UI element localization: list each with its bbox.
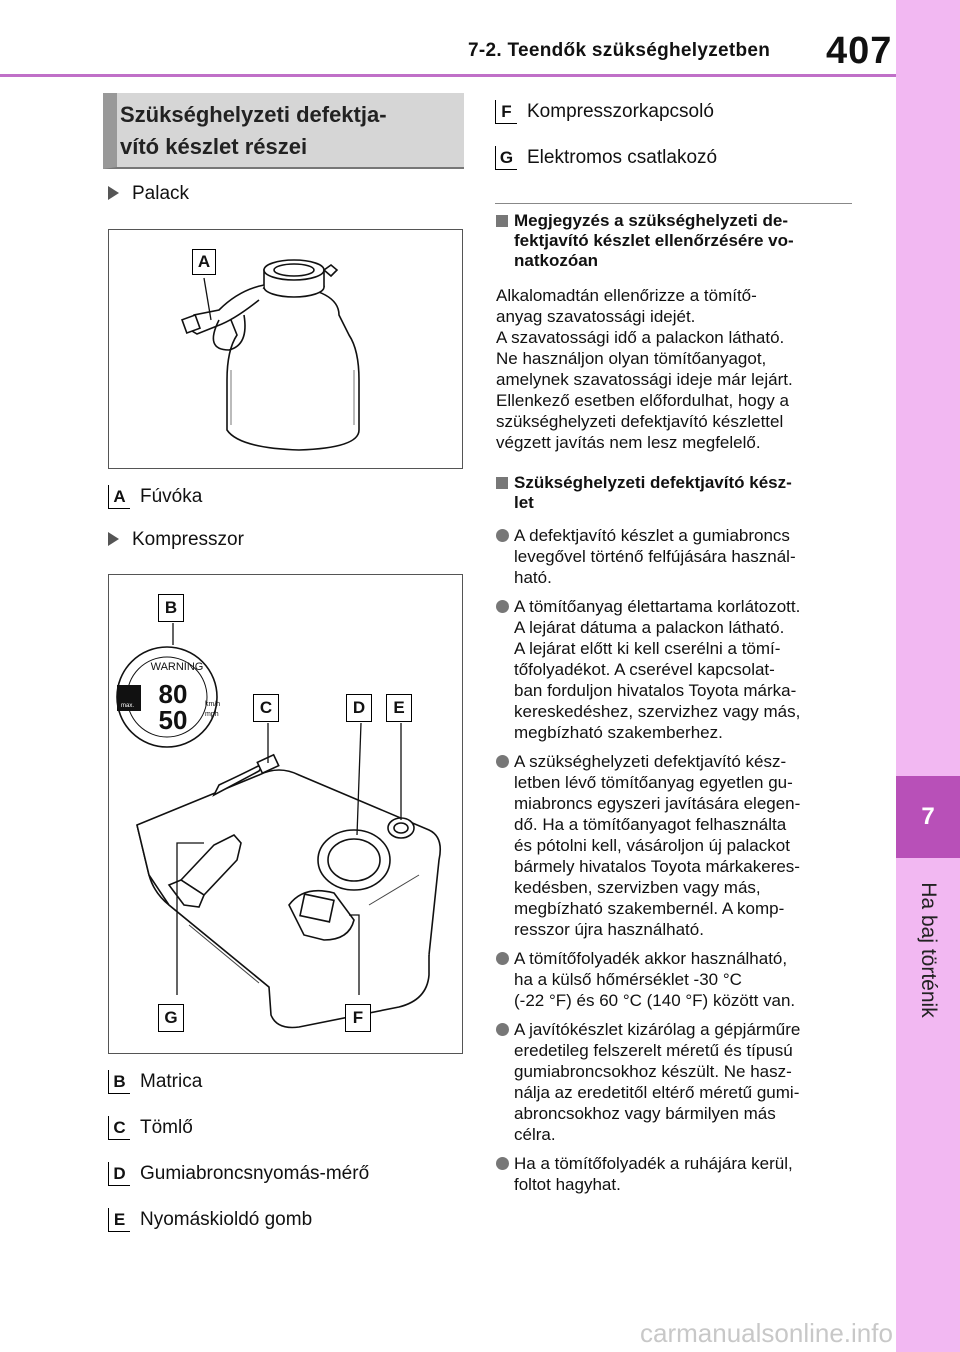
part-label-a [108, 485, 130, 509]
bottle-heading: Palack [132, 183, 190, 204]
note-line: végzett javítás nem lesz megfelelő. [496, 433, 761, 452]
warning-sticker [117, 647, 220, 747]
part-letter: B [113, 1071, 126, 1091]
bullet-line: kereskedéshez, szervizhez vagy más, [514, 702, 801, 721]
part-text-d: Gumiabroncsnyomás-mérő [140, 1163, 370, 1184]
chapter-title-text: Ha baj történik [917, 882, 940, 1018]
sticker-speed-2: 50 [158, 705, 188, 735]
part-text-b: Matrica [140, 1071, 203, 1092]
note-title-line: Megjegyzés a szükséghelyzeti de- [514, 211, 788, 230]
bullet-line: kedésben, szervizben vagy más, [514, 878, 761, 897]
round-bullet-icon [496, 755, 509, 768]
bullet-line: dő. Ha a tömítőanyagot felhasználta [514, 815, 787, 834]
bullet-text [514, 751, 860, 940]
chapter-number: 7 [921, 803, 935, 830]
part-text-a: Fúvóka [140, 486, 203, 507]
bullet-line: gumiabroncsokhoz készült. Ne hasz- [514, 1062, 792, 1081]
section-title [120, 99, 460, 163]
compressor-illustration [109, 575, 462, 1053]
bullet-line: eredetileg felszerelt méretű és típusú [514, 1041, 793, 1060]
note-text-1 [496, 285, 856, 453]
callout-letter: E [393, 698, 405, 717]
note-title-line: natkozóan [514, 251, 599, 270]
bullet-item [496, 1019, 860, 1145]
callout-label-a [192, 249, 216, 275]
compressor-figure [108, 574, 463, 1054]
watermark: carmanualsonline.info [640, 1318, 893, 1348]
round-bullet-icon [496, 529, 509, 542]
bullet-line: megbízható szakemberhez. [514, 723, 723, 742]
note-line: szükséghelyzeti defektjavító készlettel [496, 412, 784, 431]
note-title-2 [514, 473, 854, 513]
part-letter: E [113, 1209, 126, 1229]
square-bullet-icon [496, 477, 508, 489]
bullet-line: letben lévő tömítőanyag egyetlen gu- [514, 773, 793, 792]
part-letter: F [501, 101, 512, 121]
section-title-line: vító készlet részei [120, 134, 308, 159]
bullet-item [496, 1153, 860, 1195]
round-bullet-icon [496, 600, 509, 613]
callout-letter: F [352, 1008, 364, 1027]
callout-letter: G [164, 1008, 178, 1027]
bullet-text [514, 596, 860, 743]
callout-label-f [345, 1004, 371, 1032]
part-letter: D [113, 1163, 126, 1183]
part-text-g: Elektromos csatlakozó [527, 147, 718, 168]
bullet-text [514, 1019, 860, 1145]
note-title-1 [514, 211, 854, 271]
round-bullet-icon [496, 952, 509, 965]
part-label-d [108, 1162, 130, 1186]
bullet-item [496, 525, 860, 588]
chapter-title[interactable] [896, 870, 960, 1030]
callout-label-e [386, 694, 412, 722]
square-bullet-icon [496, 215, 508, 227]
bullet-line: ban forduljon hivatalos Toyota márka- [514, 681, 797, 700]
sticker-speed-1: 80 [158, 679, 188, 709]
bullet-line: A lejárat előtt ki kell cserélni a tömí- [514, 639, 781, 658]
part-label-c [108, 1116, 130, 1140]
part-text-e: Nyomáskioldó gomb [140, 1209, 313, 1230]
bullet-line: levegővel történő felfújására használ- [514, 547, 796, 566]
bottle-illustration [109, 230, 462, 468]
callout-label-d [346, 694, 372, 722]
page-number: 407 [826, 30, 893, 72]
bullet-line: foltot hagyhat. [514, 1175, 621, 1194]
callout-letter: D [352, 698, 366, 717]
bullet-line: bármely hivatalos Toyota márkakeres- [514, 857, 800, 876]
bottle-figure [108, 229, 463, 469]
sticker-unit-1: km/h [205, 701, 221, 708]
compressor-heading: Kompresszor [132, 529, 244, 550]
bullet-line: nálja az eredetitől eltérő méretű gumi- [514, 1083, 800, 1102]
bullet-text [514, 1153, 860, 1195]
part-text-c: Tömlő [140, 1117, 193, 1138]
chapter-side-tab [896, 0, 960, 1352]
bullet-line: abroncsokhoz vagy bármilyen más [514, 1104, 776, 1123]
callout-label-g [158, 1004, 184, 1032]
part-label-e [108, 1208, 130, 1232]
bullet-line: A szükséghelyzeti defektjavító kész- [514, 752, 787, 771]
note-line: Alkalomadtán ellenőrizze a tömítő- [496, 286, 757, 305]
section-title-line: Szükséghelyzeti defektja- [120, 102, 387, 127]
bullet-line: miabroncs egyszeri javítására elegen- [514, 794, 801, 813]
bullet-line: A defektjavító készlet a gumiabroncs [514, 526, 790, 545]
arrow-bullet-icon [108, 532, 119, 546]
sticker-unit-2: mph [205, 711, 219, 718]
note-line: A szavatossági idő a palackon látható. [496, 328, 785, 347]
sticker-warning: WARNING [150, 661, 204, 673]
bullet-line: tőfolyadékot. A cserével kapcsolat- [514, 660, 775, 679]
part-text-f: Kompresszorkapcsoló [527, 101, 714, 122]
bullet-line: resszor újra használható. [514, 920, 704, 939]
note-line: amelynek szavatossági ideje már lejárt. [496, 370, 793, 389]
bullet-line: A lejárat dátuma a palackon látható. [514, 618, 785, 637]
part-letter: C [113, 1117, 126, 1137]
bullet-item [496, 751, 860, 940]
bullet-line: A tömítőanyag élettartama korlátozott. [514, 597, 801, 616]
bullet-line: megbízható szakembernél. A komp- [514, 899, 785, 918]
bullet-line: A javítókészlet kizárólag a gépjárműre [514, 1020, 801, 1039]
notes-divider [495, 203, 852, 204]
bullet-text [514, 948, 860, 1011]
bullet-list [496, 525, 860, 1203]
bullet-line: ha a külső hőmérséklet -30 °C [514, 970, 742, 989]
callout-label-b [158, 594, 184, 622]
callout-letter: B [164, 598, 178, 617]
bullet-line: ható. [514, 568, 552, 587]
note-title-line: fektjavító készlet ellenőrzésére vo- [514, 231, 794, 250]
sticker-max: max. [121, 703, 135, 709]
note-line: Ellenkező esetben előfordulhat, hogy a [496, 391, 789, 410]
bullet-line: célra. [514, 1125, 556, 1144]
bullet-line: A tömítőfolyadék akkor használható, [514, 949, 788, 968]
header-divider [0, 74, 896, 77]
bullet-line: és pótolni kell, vásároljon új palackot [514, 836, 790, 855]
callout-letter: C [259, 698, 273, 717]
part-letter: A [113, 486, 126, 506]
note-line: Ne használjon olyan tömítőanyagot, [496, 349, 767, 368]
callout-label-c [253, 694, 279, 722]
round-bullet-icon [496, 1157, 509, 1170]
chapter-number-box[interactable] [896, 776, 960, 858]
part-label-f [495, 100, 517, 124]
part-label-g [495, 146, 517, 170]
part-label-b [108, 1070, 130, 1094]
note-title-line: let [514, 493, 534, 512]
note-title-line: Szükséghelyzeti defektjavító kész- [514, 473, 792, 492]
bullet-line: Ha a tömítőfolyadék a ruhájára kerül, [514, 1154, 793, 1173]
bullet-item [496, 596, 860, 743]
part-letter: G [499, 147, 514, 167]
round-bullet-icon [496, 1023, 509, 1036]
bullet-line: (-22 °F) és 60 °C (140 °F) között van. [514, 991, 796, 1010]
bullet-item [496, 948, 860, 1011]
bullet-text [514, 525, 860, 588]
callout-letter: A [197, 252, 211, 271]
note-line: anyag szavatossági idejét. [496, 307, 696, 326]
section-header: 7-2. Teendők szükséghelyzetben [468, 40, 771, 61]
arrow-bullet-icon [108, 186, 119, 200]
